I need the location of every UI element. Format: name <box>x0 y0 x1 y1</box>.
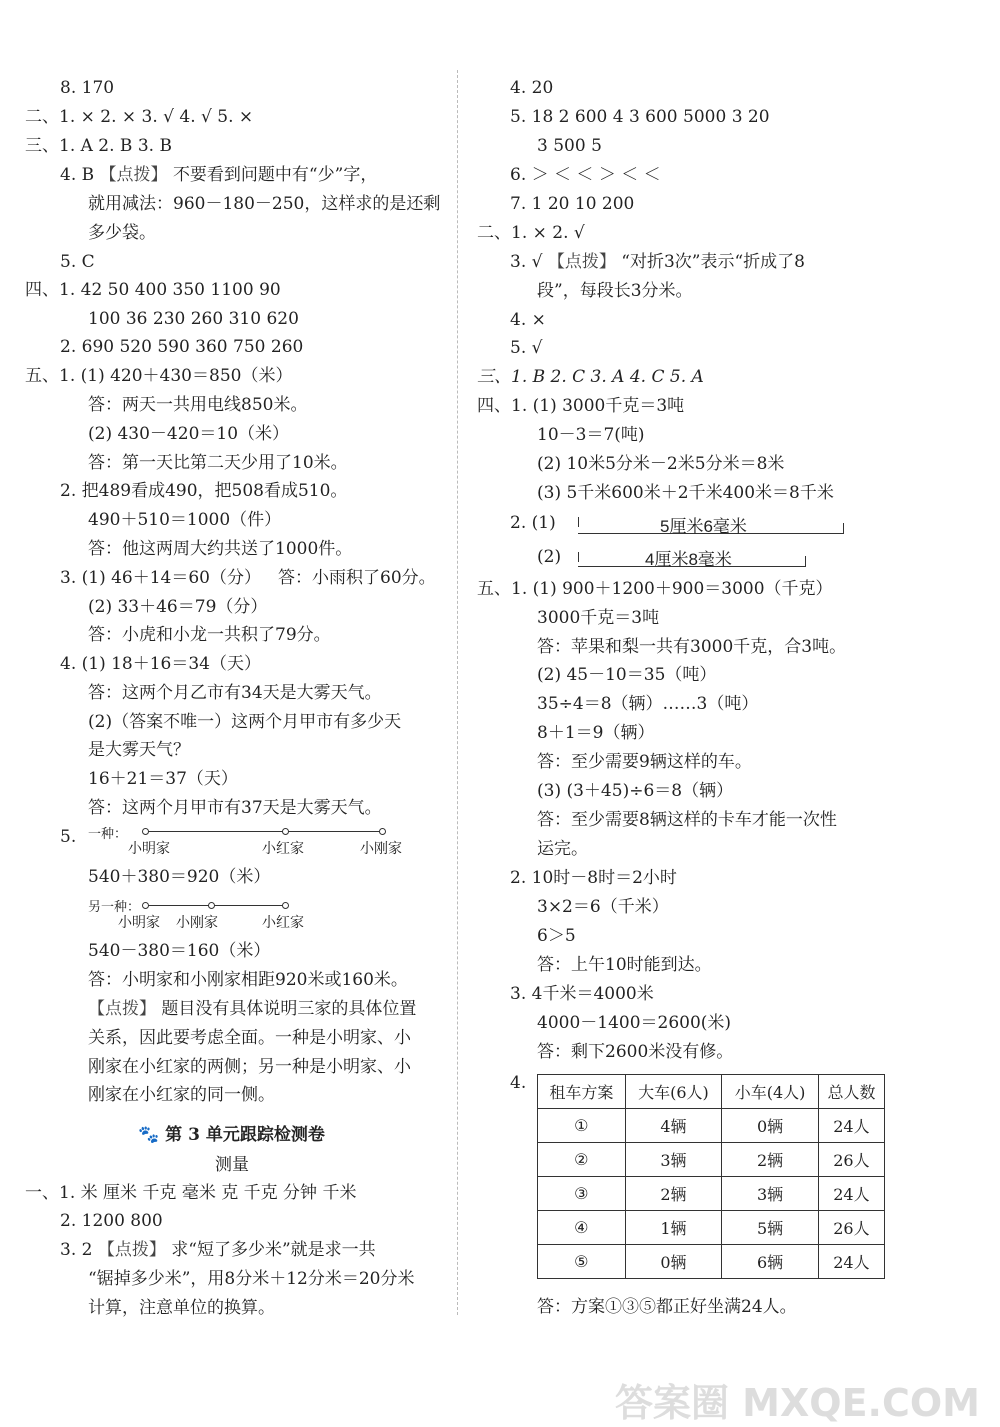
place-label: 小明家 <box>128 841 170 857</box>
answer-line: 4. <box>510 1073 527 1093</box>
diagram-label: 另一种： <box>88 900 141 915</box>
answer-line: 二、1. × 2. √ <box>477 223 585 243</box>
answer-line: 答：小明家和小刚家相距920米或160米。 <box>88 970 408 990</box>
answer-line: 5. C <box>60 252 95 272</box>
table-cell: ③ <box>538 1177 626 1211</box>
answer-line: 16＋21＝37（天） <box>88 769 238 789</box>
answer-line: 5. <box>60 827 77 847</box>
place-label: 小刚家 <box>176 915 218 931</box>
answer-line: 是大雾天气？ <box>88 740 190 760</box>
rental-plan-table <box>537 1074 885 1279</box>
answer-line: (2) 10米5分米－2米5分米＝8米 <box>537 454 785 474</box>
table-header: 租车方案 <box>538 1075 626 1109</box>
table-cell: 5辆 <box>722 1211 819 1245</box>
answer-line: 答：剩下2600米没有修。 <box>537 1042 734 1062</box>
answer-line: 8＋1＝9（辆） <box>537 723 655 743</box>
table-cell: 2辆 <box>722 1143 819 1177</box>
answer-line: 答：这两个月乙市有34天是大雾天气。 <box>88 683 382 703</box>
point-marker <box>282 902 289 909</box>
table-cell: 0辆 <box>625 1245 722 1279</box>
answer-line: 4000－1400＝2600(米) <box>537 1013 732 1033</box>
answer-line: 答：小雨积了60分。 <box>278 568 436 588</box>
table-header: 大车(6人) <box>625 1075 722 1109</box>
hint-text: 题目没有具体说明三家的具体位置 <box>161 999 417 1019</box>
hint-tag: 【点拨】 <box>99 165 168 185</box>
answer-line: 6. ＞ ＜ ＜ ＞ ＜ ＜ <box>510 165 661 185</box>
answer-line: 答：至少需要9辆这样的车。 <box>537 752 752 772</box>
table-cell: 3辆 <box>722 1177 819 1211</box>
answer-line: 8. 170 <box>60 78 115 98</box>
hint-tag: 【点拨】 <box>547 252 616 272</box>
answer-line: 3000千克＝3吨 <box>537 608 660 628</box>
answer-line: “锯掉多少米”，用8分米＋12分米＝20分米 <box>88 1269 415 1289</box>
answer-line: 540－380＝160（米） <box>88 941 271 961</box>
answer-line: 2. 把489看成490，把508看成510。 <box>60 481 348 501</box>
table-row <box>538 1245 885 1279</box>
answer-line: 答：苹果和梨一共有3000千克，合3吨。 <box>537 637 847 657</box>
point-marker <box>142 902 149 909</box>
paw-icon: 🐾 <box>138 1125 160 1145</box>
answer-line: 490＋510＝1000（件） <box>88 510 282 530</box>
segment-end <box>578 552 579 562</box>
table-cell: ② <box>538 1143 626 1177</box>
answer-line: 二、1. × 2. × 3. √ 4. √ 5. × <box>25 107 254 127</box>
answer-line: 答：上午10时能到达。 <box>537 955 712 975</box>
point-marker <box>142 828 149 835</box>
table-cell: 24人 <box>818 1245 884 1279</box>
table-row <box>538 1177 885 1211</box>
table-cell: 6辆 <box>722 1245 819 1279</box>
table-row <box>538 1211 885 1245</box>
segment-label: 5厘米6毫米 <box>660 517 747 536</box>
segment-end <box>805 556 806 566</box>
point-marker <box>208 902 215 909</box>
table-cell: 24人 <box>818 1177 884 1211</box>
answer-line: 4. (1) 18＋16＝34（天） <box>60 654 262 674</box>
answer-line: 4. 20 <box>510 78 554 98</box>
answer-line: 10－3＝7(吨) <box>537 425 645 445</box>
answer-line: 540＋380＝920（米） <box>88 867 271 887</box>
answer-line: 2. (1) <box>510 513 556 533</box>
item-number: 3. 2 <box>60 1240 93 1260</box>
answer-line <box>88 996 416 1022</box>
place-label: 小明家 <box>118 915 160 931</box>
table-header-row <box>538 1075 885 1109</box>
answer-line: 2. 10时－8时＝2小时 <box>510 868 677 888</box>
answer-line: 3×2＝6（千米） <box>537 897 669 917</box>
answer-line: 三、1. B 2. C 3. A 4. C 5. A <box>477 367 704 387</box>
answer-line <box>510 249 805 275</box>
answer-line: 段”，每段长3分米。 <box>537 281 693 301</box>
answer-line <box>60 1237 376 1263</box>
answer-line: (2) <box>537 547 562 567</box>
table-header: 总人数 <box>818 1075 884 1109</box>
table-cell: ④ <box>538 1211 626 1245</box>
answer-line: (2)（答案不唯一）这两个月甲市有多少天 <box>88 712 402 732</box>
answer-line: 答：方案①③⑤都正好坐满24人。 <box>537 1297 797 1317</box>
hint-tag: 【点拨】 <box>88 999 156 1019</box>
table-cell: 24人 <box>818 1109 884 1143</box>
answer-line: 运完。 <box>537 839 588 859</box>
number-line <box>145 905 285 906</box>
answer-line: 四、1. (1) 3000千克＝3吨 <box>477 396 685 416</box>
table-cell: 2辆 <box>625 1177 722 1211</box>
answer-line: 三、1. A 2. B 3. B <box>25 136 172 156</box>
answer-line: 3. (1) 46＋14＝60（分） <box>60 568 262 588</box>
point-marker <box>282 828 289 835</box>
segment-label: 4厘米8毫米 <box>645 550 732 569</box>
answer-line: (3) 5千米600米＋2千米400米＝8千米 <box>537 483 834 503</box>
diagram-label: 一种： <box>88 827 128 842</box>
column-divider <box>457 70 458 1315</box>
table-cell: 3辆 <box>625 1143 722 1177</box>
answer-line: 答：第一天比第二天少用了10米。 <box>88 453 348 473</box>
hint-text: 不要看到问题中有“少”字， <box>172 165 378 185</box>
answer-line: 答：至少需要8辆这样的卡车才能一次性 <box>537 810 837 830</box>
answer-line: (3) (3＋45)÷6＝8（辆） <box>537 781 734 801</box>
answer-line: 答：他这两周大约共送了1000件。 <box>88 539 353 559</box>
answer-line: 2. 1200 800 <box>60 1211 163 1231</box>
table-cell: 0辆 <box>722 1109 819 1143</box>
answer-line: 刚家在小红家的同一侧。 <box>88 1085 275 1105</box>
answer-line: (2) 33＋46＝79（分） <box>88 597 268 617</box>
answer-line: 刚家在小红家的两侧；另一种是小明家、小 <box>88 1057 411 1077</box>
section-title: 🐾 第 3 单元跟踪检测卷 <box>138 1125 325 1145</box>
table-cell: 1辆 <box>625 1211 722 1245</box>
table-cell: 26人 <box>818 1211 884 1245</box>
answer-line: (2) 430－420＝10（米） <box>88 424 290 444</box>
item-number: 4. B <box>60 165 95 185</box>
segment-end <box>578 517 579 527</box>
item-number: 3. √ <box>510 252 543 272</box>
answer-line: 6＞5 <box>537 926 576 946</box>
table-cell: 26人 <box>818 1143 884 1177</box>
answer-line: 五、1. (1) 420＋430＝850（米） <box>25 366 293 386</box>
segment-end <box>843 523 844 533</box>
answer-line: 35÷4＝8（辆）……3（吨） <box>537 694 759 714</box>
table-row <box>538 1109 885 1143</box>
answer-line: 答：这两个月甲市有37天是大雾天气。 <box>88 798 382 818</box>
table-header: 小车(4人) <box>722 1075 819 1109</box>
answer-line: 关系，因此要考虑全面。一种是小明家、小 <box>88 1028 411 1048</box>
answer-line: 四、1. 42 50 400 350 1100 90 <box>25 280 281 300</box>
hint-text: “对折3次”表示“折成了8 <box>621 252 805 272</box>
answer-line: 3. 4千米＝4000米 <box>510 984 654 1004</box>
table-row <box>538 1143 885 1177</box>
table-cell: ① <box>538 1109 626 1143</box>
answer-line: 5. 18 2 600 4 3 600 5000 3 20 <box>510 107 770 127</box>
hint-tag: 【点拨】 <box>97 1240 166 1260</box>
answer-line: 7. 1 20 10 200 <box>510 194 635 214</box>
answer-line: 100 36 230 260 310 620 <box>88 309 299 329</box>
answer-line: 一、1. 米 厘米 千克 毫米 克 千克 分钟 千米 <box>25 1183 357 1203</box>
place-label: 小红家 <box>262 841 304 857</box>
answer-line: 4. × <box>510 310 546 330</box>
answer-line: 就用减法：960－180－250，这样求的是还剩 <box>88 194 441 214</box>
place-label: 小刚家 <box>360 841 402 857</box>
answer-line: 计算，注意单位的换算。 <box>88 1298 275 1318</box>
answer-line: 答：两天一共用电线850米。 <box>88 395 308 415</box>
section-subtitle: 测量 <box>215 1155 249 1175</box>
place-label: 小红家 <box>262 915 304 931</box>
number-line <box>145 831 385 832</box>
watermark-logo <box>615 1372 980 1427</box>
watermark-text: 答案圈 MXQE.COM <box>614 1381 980 1425</box>
table-cell: ⑤ <box>538 1245 626 1279</box>
hint-text: 求“短了多少米”就是求一共 <box>171 1240 376 1260</box>
answer-line: (2) 45－10＝35（吨） <box>537 665 717 685</box>
answer-line: 2. 690 520 590 360 750 260 <box>60 337 304 357</box>
answer-line <box>60 162 377 188</box>
answer-line: 多少袋。 <box>88 223 156 243</box>
point-marker <box>379 828 386 835</box>
answer-line: 五、1. (1) 900＋1200＋900＝3000（千克） <box>477 579 833 599</box>
table-cell: 4辆 <box>625 1109 722 1143</box>
answer-line: 5. √ <box>510 338 543 358</box>
answer-line: 答：小虎和小龙一共积了79分。 <box>88 625 331 645</box>
answer-line: 3 500 5 <box>537 136 602 156</box>
